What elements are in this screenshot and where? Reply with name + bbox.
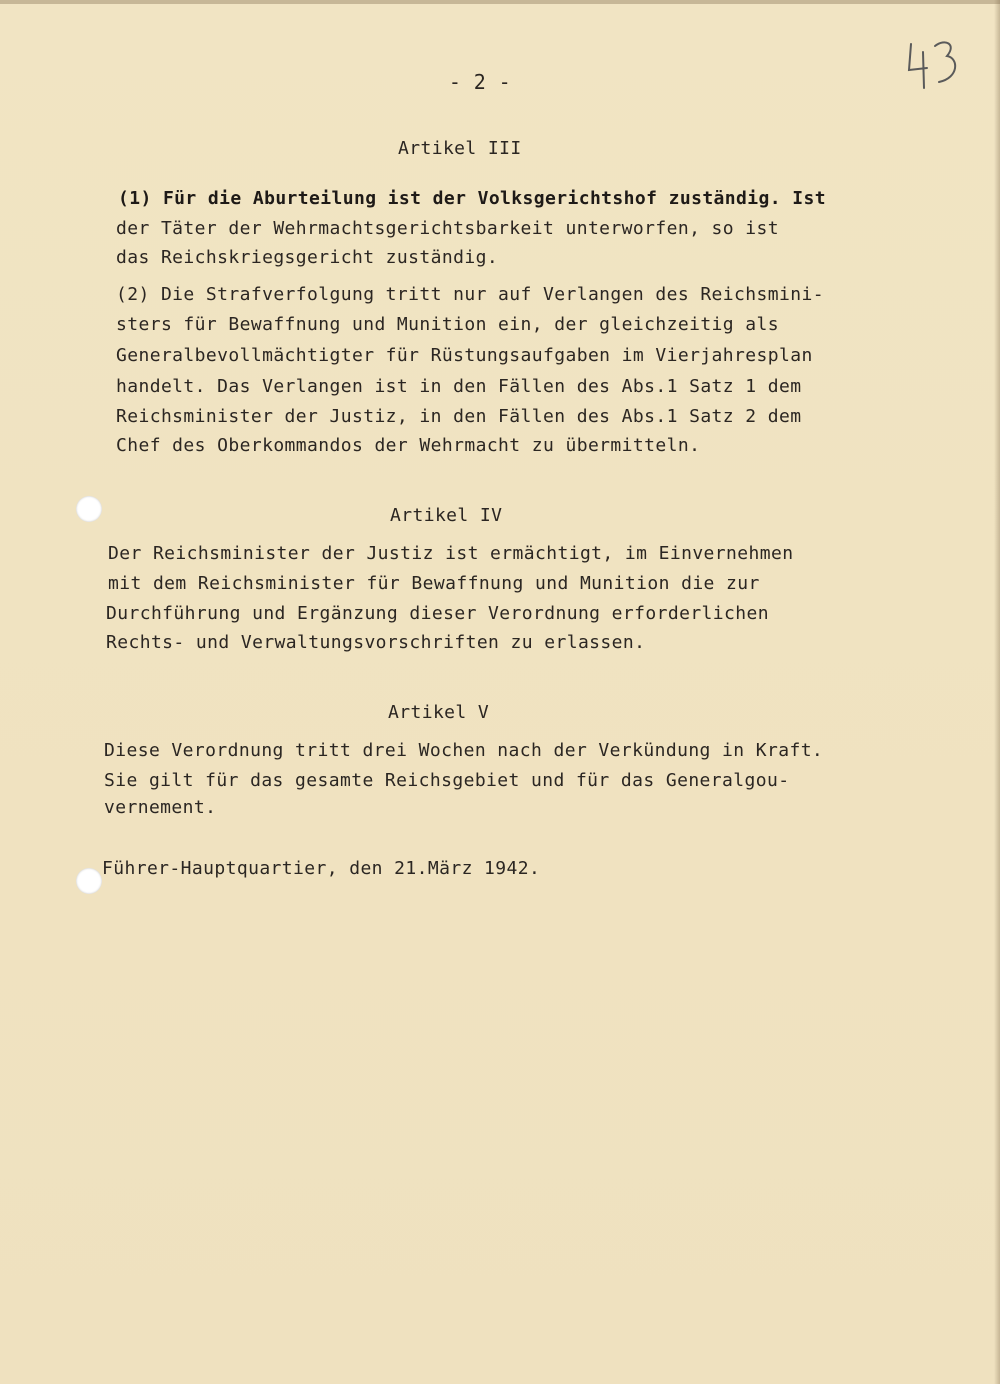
article-3-para-1-line-2: der Täter der Wehrmachtsgerichtsbarkeit unterworfen, so ist xyxy=(116,218,779,239)
article-4-heading: Artikel IV xyxy=(390,505,503,526)
article-3-para-1-line-3: das Reichskriegsgericht zuständig. xyxy=(116,247,499,268)
article-3-para-2-line-1: (2) Die Strafverfolgung tritt nur auf Verlangen des Reichsmini- xyxy=(116,284,824,305)
article-3-para-2-line-4: handelt. Das Verlangen ist in den Fällen des Abs.1 Satz 1 dem xyxy=(116,376,802,397)
article-3-heading: Artikel III xyxy=(398,138,522,159)
article-4-line-4: Rechts- und Verwaltungsvorschriften zu erlassen. xyxy=(106,632,646,653)
article-4-line-2: mit dem Reichsminister für Bewaffnung und Munition die zur xyxy=(108,573,760,594)
article-3-para-2-line-5: Reichsminister der Justiz, in den Fällen des Abs.1 Satz 2 dem xyxy=(116,406,802,427)
article-3-para-2-line-6: Chef des Oberkommandos der Wehrmacht zu übermitteln. xyxy=(116,435,701,456)
article-5-line-1: Diese Verordnung tritt drei Wochen nach der Verkündung in Kraft. xyxy=(104,740,824,761)
article-3-para-2-line-2: sters für Bewaffnung und Munition ein, der gleichzeitig als xyxy=(116,314,779,335)
article-5-heading: Artikel V xyxy=(388,702,490,723)
article-3-para-2-line-3: Generalbevollmächtigter für Rüstungsaufgaben im Vierjahresplan xyxy=(116,345,813,366)
article-5-line-3: vernement. xyxy=(104,797,217,818)
place-and-date: Führer-Hauptquartier, den 21.März 1942. xyxy=(102,858,541,879)
article-3-para-1-line-1: (1) Für die Aburteilung ist der Volksgerichtshof zuständig. Ist xyxy=(118,188,826,209)
article-4-line-1: Der Reichsminister der Justiz ist ermächtigt, im Einvernehmen xyxy=(108,543,794,564)
page-number: - 2 - xyxy=(448,70,512,94)
article-5-line-2: Sie gilt für das gesamte Reichsgebiet und für das Generalgou- xyxy=(104,770,790,791)
article-4-line-3: Durchführung und Ergänzung dieser Verordnung erforderlichen xyxy=(106,603,769,624)
